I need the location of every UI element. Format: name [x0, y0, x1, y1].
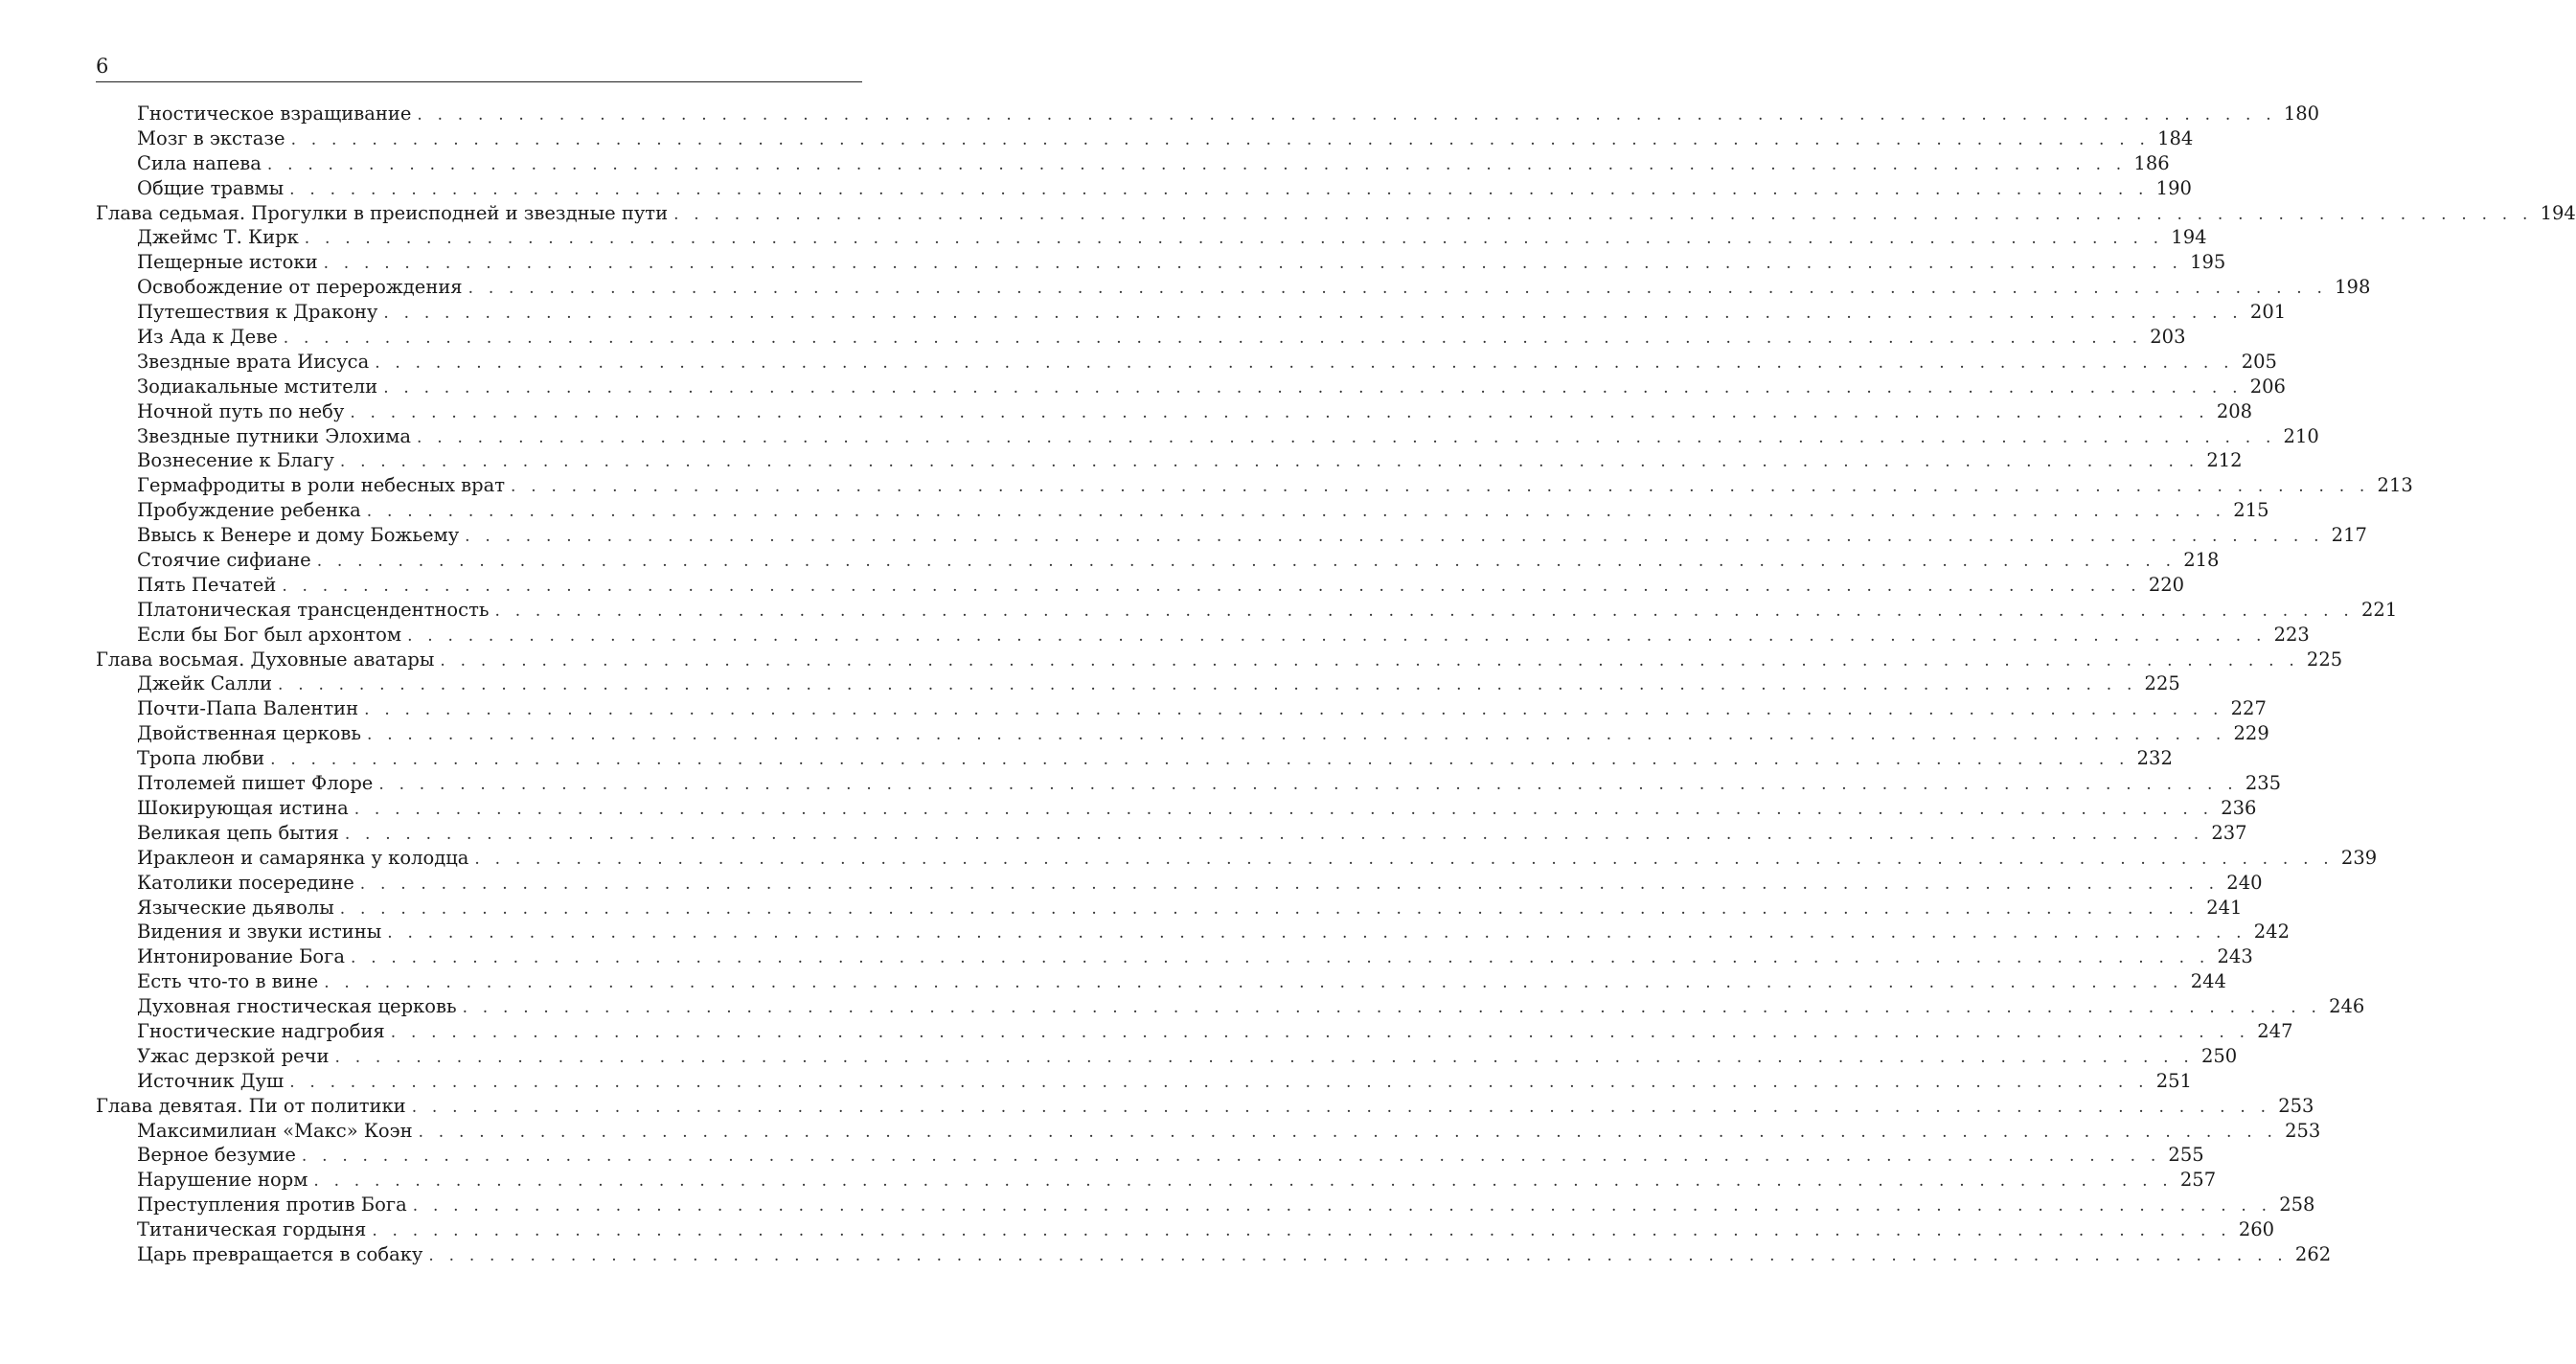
toc-entry-page-number: 241 — [2206, 896, 2243, 919]
toc-section-entry — [96, 424, 2319, 449]
toc-dot-leader: . . . . . . . . . . . . . . . . . . . . . . . . . . . . . . . . . . . . . . . . . . . . . . . . . . . . . . . . . . . . . . . . . . . . . . . . . . . . . . . . . . . . . . . . . . . . — [417, 105, 2276, 125]
toc-section-entry — [96, 944, 2253, 969]
toc-section-entry — [96, 448, 2243, 473]
toc-entry-title: Шокирующая истина — [137, 796, 349, 819]
toc-dot-leader: . . . . . . . . . . . . . . . . . . . . . . . . . . . . . . . . . . . . . . . . . . . . . . . . . . . . . . . . . . . . . . . . . . . . . . . . . . . . . . . . . . . . . . . . . . . . — [304, 229, 2164, 249]
toc-entry-title: Ираклеон и самарянка у колодца — [137, 846, 469, 869]
toc-dot-leader: . . . . . . . . . . . . . . . . . . . . . . . . . . . . . . . . . . . . . . . . . . . . . . . . . . . . . . . . . . . . . . . . . . . . . . . . . . . . . . . . . . . . . . . . . . . . — [266, 154, 2127, 174]
toc-section-entry — [96, 548, 2220, 573]
toc-entry-title: Пробуждение ребенка — [137, 499, 361, 522]
toc-entry-title: Максимилиан «Макс» Коэн — [137, 1119, 413, 1142]
toc-section-entry — [96, 598, 2398, 623]
toc-section-entry — [96, 623, 2310, 648]
toc-entry-title: Преступления против Бога — [137, 1194, 407, 1216]
toc-section-entry — [96, 399, 2253, 424]
toc-entry-title: Великая цепь бытия — [137, 821, 339, 844]
toc-entry-title: Освобождение от перерождения — [137, 276, 463, 299]
toc-entry-page-number: 262 — [2294, 1242, 2332, 1265]
toc-entry-title: Пять Печатей — [137, 573, 277, 596]
toc-entry-page-number: 243 — [2217, 945, 2253, 968]
toc-dot-leader: . . . . . . . . . . . . . . . . . . . . . . . . . . . . . . . . . . . . . . . . . . . . . . . . . . . . . . . . . . . . . . . . . . . . . . . . . . . . . . . . . . . . . . . . . . . . — [289, 1072, 2149, 1092]
toc-section-entry — [96, 994, 2365, 1019]
toc-section-entry — [96, 1168, 2217, 1193]
toc-dot-leader: . . . . . . . . . . . . . . . . . . . . . . . . . . . . . . . . . . . . . . . . . . . . . . . . . . . . . . . . . . . . . . . . . . . . . . . . . . . . . . . . . . . . . . . . . . . . — [278, 675, 2137, 695]
toc-entry-title: Почти-Папа Валентин — [137, 697, 359, 720]
toc-entry-page-number: 186 — [2133, 151, 2170, 174]
toc-entry-page-number: 253 — [2278, 1094, 2314, 1117]
toc-entry-title: Сила напева — [137, 151, 262, 174]
toc-dot-leader: . . . . . . . . . . . . . . . . . . . . . . . . . . . . . . . . . . . . . . . . . . . . . . . . . . . . . . . . . . . . . . . . . . . . . . . . . . . . . . . . . . . . . . . . . . . . — [353, 799, 2214, 819]
toc-dot-leader: . . . . . . . . . . . . . . . . . . . . . . . . . . . . . . . . . . . . . . . . . . . . . . . . . . . . . . . . . . . . . . . . . . . . . . . . . . . . . . . . . . . . . . . . . . . . — [364, 700, 2223, 720]
toc-entry-page-number: 225 — [2306, 648, 2343, 671]
toc-entry-page-number: 235 — [2245, 772, 2282, 795]
toc-section-entry — [96, 746, 2173, 771]
toc-entry-page-number: 251 — [2155, 1069, 2192, 1092]
toc-dot-leader: . . . . . . . . . . . . . . . . . . . . . . . . . . . . . . . . . . . . . . . . . . . . . . . . . . . . . . . . . . . . . . . . . . . . . . . . . . . . . . . . . . . . . . . . . . . . — [372, 1221, 2231, 1241]
toc-section-entry — [96, 498, 2269, 523]
toc-entry-title: Если бы Бог был архонтом — [137, 623, 402, 646]
toc-dot-leader: . . . . . . . . . . . . . . . . . . . . . . . . . . . . . . . . . . . . . . . . . . . . . . . . . . . . . . . . . . . . . . . . . . . . . . . . . . . . . . . . . . . . . . . . . . . . — [316, 552, 2177, 572]
page-number: 6 — [96, 55, 109, 78]
toc-entry-page-number: 220 — [2148, 573, 2185, 596]
toc-dot-leader: . . . . . . . . . . . . . . . . . . . . . . . . . . . . . . . . . . . . . . . . . . . . . . . . . . . . . . . . . . . . . . . . . . . . . . . . . . . . . . . . . . . . . . . . . . . . — [390, 1022, 2250, 1042]
toc-entry-title: Джейк Салли — [137, 672, 273, 695]
toc-entry-page-number: 184 — [2157, 126, 2194, 149]
toc-entry-page-number: 225 — [2144, 672, 2180, 695]
toc-dot-leader: . . . . . . . . . . . . . . . . . . . . . . . . . . . . . . . . . . . . . . . . . . . . . . . . . . . . . . . . . . . . . . . . . . . . . . . . . . . . . . . . . . . . . . . . . . . . — [428, 1245, 2288, 1265]
toc-section-entry — [96, 1193, 2315, 1217]
toc-chapter-entry — [96, 201, 2576, 226]
toc-entry-page-number: 247 — [2257, 1019, 2293, 1042]
toc-dot-leader: . . . . . . . . . . . . . . . . . . . . . . . . . . . . . . . . . . . . . . . . . . . . . . . . . . . . . . . . . . . . . . . . . . . . . . . . . . . . . . . . . . . . . . . . . . . . — [494, 601, 2354, 621]
toc-section-entry — [96, 969, 2226, 994]
toc-entry-page-number: 239 — [2340, 846, 2378, 869]
toc-section-entry — [96, 821, 2247, 846]
toc-entry-page-number: 190 — [2155, 176, 2192, 199]
toc-section-entry — [96, 721, 2269, 746]
toc-entry-title: Звездные врата Иисуса — [137, 350, 370, 373]
toc-dot-leader: . . . . . . . . . . . . . . . . . . . . . . . . . . . . . . . . . . . . . . . . . . . . . . . . . . . . . . . . . . . . . . . . . . . . . . . . . . . . . . . . . . . . . . . . . . . . — [339, 452, 2200, 472]
toc-entry-title: Джеймс Т. Кирк — [137, 226, 299, 249]
toc-entry-page-number: 198 — [2335, 276, 2371, 299]
toc-entry-title: Из Ада к Деве — [137, 326, 278, 349]
toc-entry-page-number: 194 — [2171, 226, 2207, 249]
toc-entry-page-number: 244 — [2190, 970, 2226, 993]
toc-entry-page-number: 194 — [2540, 201, 2576, 224]
toc-dot-leader: . . . . . . . . . . . . . . . . . . . . . . . . . . . . . . . . . . . . . . . . . . . . . . . . . . . . . . . . . . . . . . . . . . . . . . . . . . . . . . . . . . . . . . . . . . . . — [407, 625, 2267, 646]
toc-entry-title: Титаническая гордыня — [137, 1218, 367, 1241]
toc-section-entry — [96, 696, 2267, 721]
toc-entry-title: Глава восьмая. Духовные аватары — [96, 648, 435, 671]
toc-section-entry — [96, 846, 2378, 871]
toc-dot-leader: . . . . . . . . . . . . . . . . . . . . . . . . . . . . . . . . . . . . . . . . . . . . . . . . . . . . . . . . . . . . . . . . . . . . . . . . . . . . . . . . . . . . . . . . . . . . — [511, 477, 2370, 497]
toc-entry-title: Глава седьмая. Прогулки в преисподней и звездные пути — [96, 201, 669, 224]
toc-dot-leader: . . . . . . . . . . . . . . . . . . . . . . . . . . . . . . . . . . . . . . . . . . . . . . . . . . . . . . . . . . . . . . . . . . . . . . . . . . . . . . . . . . . . . . . . . . . . — [324, 973, 2183, 993]
toc-dot-leader: . . . . . . . . . . . . . . . . . . . . . . . . . . . . . . . . . . . . . . . . . . . . . . . . . . . . . . . . . . . . . . . . . . . . . . . . . . . . . . . . . . . . . . . . . . . . — [387, 923, 2246, 943]
toc-section-entry — [96, 896, 2243, 921]
toc-entry-page-number: 240 — [2226, 871, 2263, 894]
toc-dot-leader: . . . . . . . . . . . . . . . . . . . . . . . . . . . . . . . . . . . . . . . . . . . . . . . . . . . . . . . . . . . . . . . . . . . . . . . . . . . . . . . . . . . . . . . . . . . . — [412, 1196, 2272, 1216]
toc-section-entry — [96, 871, 2263, 896]
toc-dot-leader: . . . . . . . . . . . . . . . . . . . . . . . . . . . . . . . . . . . . . . . . . . . . . . . . . . . . . . . . . . . . . . . . . . . . . . . . . . . . . . . . . . . . . . . . . . . . — [350, 402, 2209, 422]
toc-dot-leader: . . . . . . . . . . . . . . . . . . . . . . . . . . . . . . . . . . . . . . . . . . . . . . . . . . . . . . . . . . . . . . . . . . . . . . . . . . . . . . . . . . . . . . . . . . . . — [313, 1171, 2173, 1192]
toc-dot-leader: . . . . . . . . . . . . . . . . . . . . . . . . . . . . . . . . . . . . . . . . . . . . . . . . . . . . . . . . . . . . . . . . . . . . . . . . . . . . . . . . . . . . . . . . . . . . — [462, 998, 2322, 1018]
toc-section-entry — [96, 151, 2170, 176]
toc-dot-leader: . . . . . . . . . . . . . . . . . . . . . . . . . . . . . . . . . . . . . . . . . . . . . . . . . . . . . . . . . . . . . . . . . . . . . . . . . . . . . . . . . . . . . . . . . . . . — [270, 750, 2130, 770]
toc-entry-title: Гермафродиты в роли небесных врат — [137, 474, 506, 497]
toc-entry-page-number: 203 — [2150, 326, 2186, 349]
toc-section-entry — [96, 1217, 2275, 1242]
toc-dot-leader: . . . . . . . . . . . . . . . . . . . . . . . . . . . . . . . . . . . . . . . . . . . . . . . . . . . . . . . . . . . . . . . . . . . . . . . . . . . . . . . . . . . . . . . . . . . . — [411, 1097, 2271, 1117]
toc-entry-page-number: 236 — [2221, 796, 2257, 819]
toc-dot-leader: . . . . . . . . . . . . . . . . . . . . . . . . . . . . . . . . . . . . . . . . . . . . . . . . . . . . . . . . . . . . . . . . . . . . . . . . . . . . . . . . . . . . . . . . . . . . — [383, 377, 2243, 398]
toc-entry-title: Ночной путь по небу — [137, 399, 345, 422]
toc-section-entry — [96, 796, 2257, 821]
toc-entry-page-number: 229 — [2233, 722, 2269, 745]
toc-entry-title: Общие травмы — [137, 176, 285, 199]
toc-entry-title: Ужас дерзкой речи — [137, 1044, 330, 1067]
toc-entry-page-number: 213 — [2377, 474, 2413, 497]
toc-dot-leader: . . . . . . . . . . . . . . . . . . . . . . . . . . . . . . . . . . . . . . . . . . . . . . . . . . . . . . . . . . . . . . . . . . . . . . . . . . . . . . . . . . . . . . . . . . . . — [467, 279, 2328, 299]
toc-section-entry — [96, 771, 2282, 796]
toc-section-entry — [96, 176, 2192, 201]
toc-entry-title: Звездные путники Элохима — [137, 424, 412, 447]
toc-dot-leader: . . . . . . . . . . . . . . . . . . . . . . . . . . . . . . . . . . . . . . . . . . . . . . . . . . . . . . . . . . . . . . . . . . . . . . . . . . . . . . . . . . . . . . . . . . . . — [301, 1147, 2161, 1167]
toc-entry-title: Тропа любви — [137, 747, 265, 770]
toc-entry-page-number: 237 — [2211, 821, 2247, 844]
toc-entry-title: Платоническая трансцендентность — [137, 598, 490, 621]
toc-entry-page-number: 246 — [2329, 995, 2365, 1018]
toc-entry-page-number: 242 — [2253, 921, 2290, 943]
toc-entry-page-number: 253 — [2285, 1119, 2321, 1142]
toc-dot-leader: . . . . . . . . . . . . . . . . . . . . . . . . . . . . . . . . . . . . . . . . . . . . . . . . . . . . . . . . . . . . . . . . . . . . . . . . . . . . . . . . . . . . . . . . . . . . — [367, 725, 2226, 745]
toc-section-entry — [96, 920, 2290, 944]
toc-dot-leader: . . . . . . . . . . . . . . . . . . . . . . . . . . . . . . . . . . . . . . . . . . . . . . . . . . . . . . . . . . . . . . . . . . . . . . . . . . . . . . . . . . . . . . . . . . . . — [282, 576, 2141, 596]
toc-entry-title: Зодиакальные мстители — [137, 375, 378, 398]
toc-entry-page-number: 255 — [2168, 1144, 2204, 1167]
toc-chapter-entry — [96, 1094, 2314, 1119]
toc-dot-leader: . . . . . . . . . . . . . . . . . . . . . . . . . . . . . . . . . . . . . . . . . . . . . . . . . . . . . . . . . . . . . . . . . . . . . . . . . . . . . . . . . . . . . . . . . . . . — [283, 329, 2143, 349]
toc-dot-leader: . . . . . . . . . . . . . . . . . . . . . . . . . . . . . . . . . . . . . . . . . . . . . . . . . . . . . . . . . . . . . . . . . . . . . . . . . . . . . . . . . . . . . . . . . . . . — [359, 874, 2220, 894]
toc-section-entry — [96, 325, 2186, 350]
toc-entry-title: Пещерные истоки — [137, 251, 318, 274]
toc-entry-title: Духовная гностическая церковь — [137, 995, 457, 1018]
toc-section-entry — [96, 473, 2413, 498]
toc-entry-title: Глава девятая. Пи от политики — [96, 1094, 406, 1117]
toc-section-entry — [96, 1119, 2321, 1144]
toc-dot-leader: . . . . . . . . . . . . . . . . . . . . . . . . . . . . . . . . . . . . . . . . . . . . . . . . . . . . . . . . . . . . . . . . . . . . . . . . . . . . . . . . . . . . . . . . . . . . — [334, 1047, 2194, 1067]
toc-entry-title: Есть что-то в вине — [137, 970, 319, 993]
toc-entry-page-number: 257 — [2179, 1169, 2217, 1192]
toc-entry-title: Ввысь к Венере и дому Божьему — [137, 524, 460, 547]
toc-dot-leader: . . . . . . . . . . . . . . . . . . . . . . . . . . . . . . . . . . . . . . . . . . . . . . . . . . . . . . . . . . . . . . . . . . . . . . . . . . . . . . . . . . . . . . . . . . . . — [351, 948, 2210, 968]
toc-entry-title: Католики посередине — [137, 871, 354, 894]
toc-section-entry — [96, 523, 2367, 548]
toc-entry-title: Нарушение норм — [137, 1169, 308, 1192]
toc-entry-title: Двойственная церковь — [137, 722, 361, 745]
toc-chapter-entry — [96, 648, 2343, 672]
toc-dot-leader: . . . . . . . . . . . . . . . . . . . . . . . . . . . . . . . . . . . . . . . . . . . . . . . . . . . . . . . . . . . . . . . . . . . . . . . . . . . . . . . . . . . . . . . . . . . . — [417, 427, 2276, 447]
toc-section-entry — [96, 350, 2277, 375]
toc-entry-title: Языческие дьяволы — [137, 896, 334, 919]
toc-entry-title: Птолемей пишет Флоре — [137, 772, 374, 795]
toc-section-entry — [96, 225, 2207, 250]
toc-entry-page-number: 215 — [2233, 499, 2269, 522]
toc-entry-page-number: 232 — [2136, 747, 2173, 770]
toc-entry-page-number: 250 — [2200, 1044, 2238, 1067]
toc-dot-leader: . . . . . . . . . . . . . . . . . . . . . . . . . . . . . . . . . . . . . . . . . . . . . . . . . . . . . . . . . . . . . . . . . . . . . . . . . . . . . . . . . . . . . . . . . . . . — [465, 527, 2324, 547]
header-rule — [96, 81, 862, 82]
toc-entry-title: Источник Душ — [137, 1069, 285, 1092]
toc-dot-leader: . . . . . . . . . . . . . . . . . . . . . . . . . . . . . . . . . . . . . . . . . . . . . . . . . . . . . . . . . . . . . . . . . . . . . . . . . . . . . . . . . . . . . . . . . . . . — [290, 129, 2151, 149]
toc-entry-page-number: 206 — [2249, 375, 2286, 398]
toc-entry-title: Гностическое взращивание — [137, 102, 412, 125]
toc-entry-page-number: 180 — [2283, 102, 2320, 125]
toc-dot-leader: . . . . . . . . . . . . . . . . . . . . . . . . . . . . . . . . . . . . . . . . . . . . . . . . . . . . . . . . . . . . . . . . . . . . . . . . . . . . . . . . . . . . . . . . . . . . — [366, 502, 2226, 522]
toc-section-entry — [96, 671, 2180, 696]
toc-dot-leader: . . . . . . . . . . . . . . . . . . . . . . . . . . . . . . . . . . . . . . . . . . . . . . . . . . . . . . . . . . . . . . . . . . . . . . . . . . . . . . . . . . . . . . . . . . . . — [383, 304, 2243, 324]
toc-entry-page-number: 210 — [2283, 424, 2319, 447]
toc-dot-leader: . . . . . . . . . . . . . . . . . . . . . . . . . . . . . . . . . . . . . . . . . . . . . . . . . . . . . . . . . . . . . . . . . . . . . . . . . . . . . . . . . . . . . . . . . . . . — [418, 1122, 2278, 1142]
toc-section-entry — [96, 102, 2320, 126]
toc-entry-page-number: 258 — [2279, 1194, 2315, 1216]
toc-entry-page-number: 212 — [2206, 449, 2243, 472]
toc-entry-title: Видения и звуки истины — [137, 921, 382, 943]
toc-entry-page-number: 218 — [2183, 549, 2220, 572]
toc-section-entry — [96, 1143, 2204, 1168]
toc-section-entry — [96, 126, 2194, 151]
toc-entry-title: Стоячие сифиане — [137, 549, 311, 572]
toc-section-entry — [96, 573, 2185, 598]
toc-entry-page-number: 221 — [2361, 598, 2398, 621]
toc-section-entry — [96, 250, 2226, 275]
toc-entry-page-number: 217 — [2331, 524, 2367, 547]
toc-entry-page-number: 227 — [2230, 697, 2267, 720]
toc-entry-page-number: 201 — [2249, 301, 2287, 324]
toc-entry-title: Мозг в экстазе — [137, 126, 285, 149]
toc-dot-leader: . . . . . . . . . . . . . . . . . . . . . . . . . . . . . . . . . . . . . . . . . . . . . . . . . . . . . . . . . . . . . . . . . . . . . . . . . . . . . . . . . . . . . . . . . . . . — [289, 179, 2149, 199]
toc-entry-page-number: 260 — [2238, 1218, 2275, 1241]
toc-dot-leader: . . . . . . . . . . . . . . . . . . . . . . . . . . . . . . . . . . . . . . . . . . . . . . . . . . . . . . . . . . . . . . . . . . . . . . . . . . . . . . . . . . . . . . . . . . . . — [673, 204, 2533, 224]
toc-entry-title: Путешествия к Дракону — [137, 301, 378, 324]
toc-dot-leader: . . . . . . . . . . . . . . . . . . . . . . . . . . . . . . . . . . . . . . . . . . . . . . . . . . . . . . . . . . . . . . . . . . . . . . . . . . . . . . . . . . . . . . . . . . . . — [378, 775, 2238, 795]
toc-section-entry — [96, 1069, 2192, 1094]
toc-section-entry — [96, 300, 2287, 325]
toc-entry-page-number: 195 — [2190, 251, 2226, 274]
toc-entry-title: Царь превращается в собаку — [137, 1242, 423, 1265]
toc-dot-leader: . . . . . . . . . . . . . . . . . . . . . . . . . . . . . . . . . . . . . . . . . . . . . . . . . . . . . . . . . . . . . . . . . . . . . . . . . . . . . . . . . . . . . . . . . . . . — [323, 254, 2183, 274]
toc-section-entry — [96, 1242, 2332, 1267]
toc-entry-title: Вознесение к Благу — [137, 449, 334, 472]
table-of-contents — [96, 102, 2576, 1267]
toc-entry-page-number: 223 — [2273, 623, 2310, 646]
toc-section-entry — [96, 1019, 2293, 1044]
toc-dot-leader: . . . . . . . . . . . . . . . . . . . . . . . . . . . . . . . . . . . . . . . . . . . . . . . . . . . . . . . . . . . . . . . . . . . . . . . . . . . . . . . . . . . . . . . . . . . . — [339, 898, 2200, 919]
toc-entry-title: Верное безумие — [137, 1144, 296, 1167]
toc-dot-leader: . . . . . . . . . . . . . . . . . . . . . . . . . . . . . . . . . . . . . . . . . . . . . . . . . . . . . . . . . . . . . . . . . . . . . . . . . . . . . . . . . . . . . . . . . . . . — [474, 849, 2334, 869]
toc-section-entry — [96, 1044, 2238, 1069]
toc-dot-leader: . . . . . . . . . . . . . . . . . . . . . . . . . . . . . . . . . . . . . . . . . . . . . . . . . . . . . . . . . . . . . . . . . . . . . . . . . . . . . . . . . . . . . . . . . . . . — [440, 650, 2299, 671]
toc-entry-title: Гностические надгробия — [137, 1019, 385, 1042]
toc-entry-page-number: 208 — [2216, 399, 2253, 422]
toc-section-entry — [96, 375, 2286, 399]
toc-entry-page-number: 205 — [2241, 350, 2277, 373]
toc-entry-title: Интонирование Бога — [137, 945, 345, 968]
toc-section-entry — [96, 275, 2371, 300]
toc-dot-leader: . . . . . . . . . . . . . . . . . . . . . . . . . . . . . . . . . . . . . . . . . . . . . . . . . . . . . . . . . . . . . . . . . . . . . . . . . . . . . . . . . . . . . . . . . . . . — [344, 824, 2204, 844]
toc-dot-leader: . . . . . . . . . . . . . . . . . . . . . . . . . . . . . . . . . . . . . . . . . . . . . . . . . . . . . . . . . . . . . . . . . . . . . . . . . . . . . . . . . . . . . . . . . . . . — [375, 352, 2234, 373]
